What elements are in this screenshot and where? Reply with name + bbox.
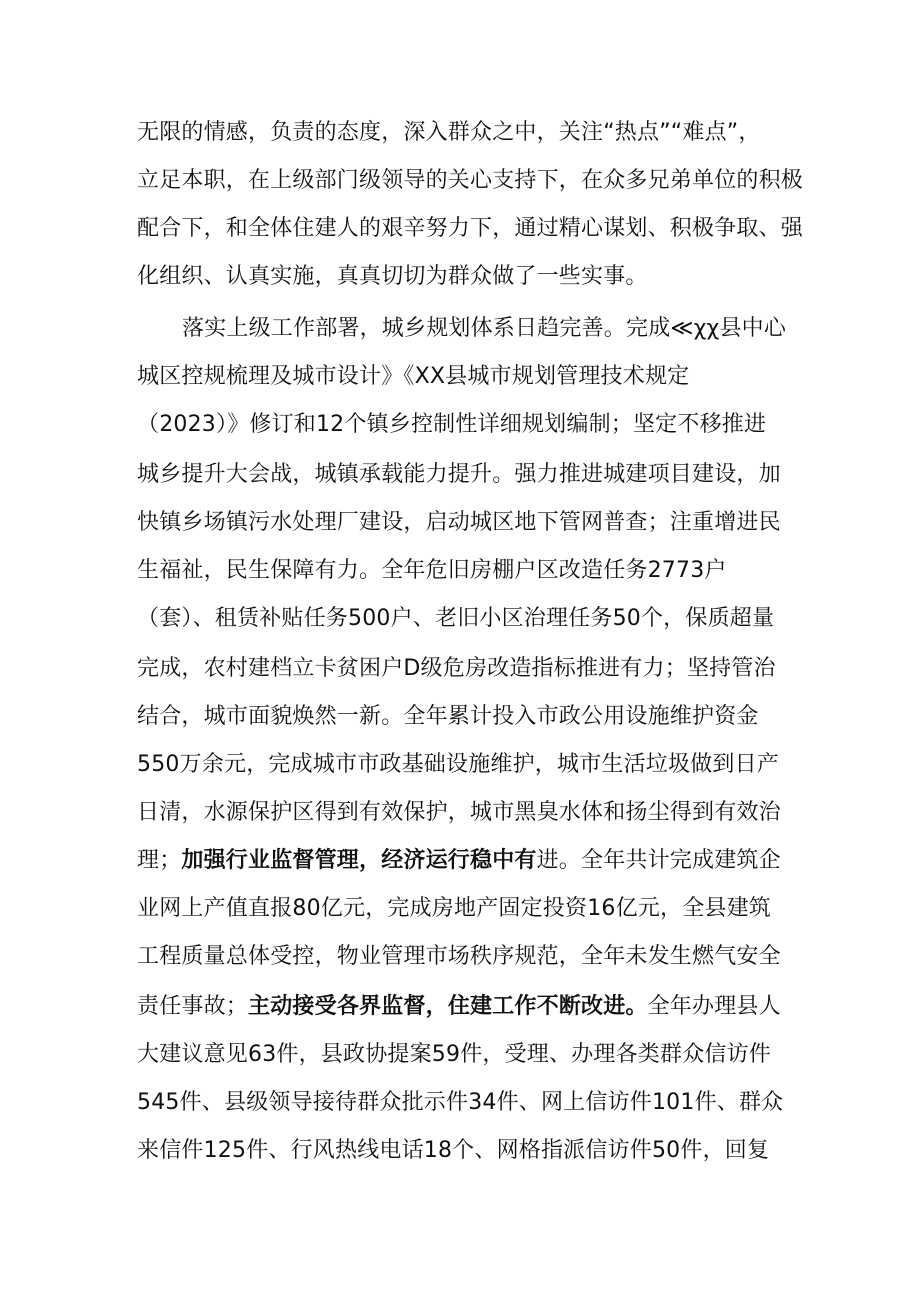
text-line: 日清，水源保护区得到有效保护，城市黑臭水体和扬尘得到有效治 — [137, 800, 781, 825]
text-line: 立足本职，在上级部门级领导的关心支持下，在众多兄弟单位的积极 — [137, 168, 804, 193]
text-line-mixed — [137, 846, 781, 876]
text-line: 城区控规梳理及城市设计》《XX县城市规划管理技术规定 — [137, 364, 690, 389]
text-line: 545件、县级领导接待群众批示件34件、网上信访件101件、群众 — [137, 1090, 784, 1115]
text-line: 工程质量总体受控，物业管理市场秩序规范，全年未发生燃气安全 — [137, 944, 781, 969]
text-line: 大建议意见63件，县政协提案59件，受理、办理各类群众信访件 — [137, 1042, 771, 1067]
text-line: 生福祉，民生保障有力。全年危旧房棚户区改造任务2773户 — [137, 558, 727, 583]
bold-heading-segment: 加强行业监督管理，经济运行稳中有 — [181, 848, 537, 873]
text-line: （2023）》修订和12个镇乡控制性详细规划编制；坚定不移推进 — [137, 412, 767, 437]
bold-heading-segment: 主动接受各界监督，住建工作不断改进。 — [248, 994, 648, 1019]
text-line: 550万余元，完成城市市政基础设施维护，城市生活垃圾做到日产 — [137, 752, 779, 777]
text-line: 结合，城市面貌焕然一新。全年累计投入市政公用设施维护资金 — [137, 704, 759, 729]
text-line: （套）、租赁补贴任务500户、老旧小区治理任务50个，保质超量 — [137, 606, 775, 631]
text-segment: 进。全年共计完成建筑企 — [536, 848, 781, 873]
text-line: 配合下，和全体住建人的艰辛努力下，通过精心谋划、积极争取、强 — [137, 216, 804, 241]
text-line: 无限的情感，负责的态度，深入群众之中，关注“热点”“难点”， — [137, 120, 761, 145]
text-line: 业网上产值直报80亿元，完成房地产固定投资16亿元，全县建筑 — [137, 896, 771, 921]
text-segment: 责任事故； — [137, 994, 249, 1019]
text-segment: 理； — [137, 848, 182, 873]
text-line: 快镇乡场镇污水处理厂建设，启动城区地下管网普查；注重增进民 — [137, 510, 781, 535]
text-segment: 全年办理县人 — [647, 994, 781, 1019]
text-line: 化组织、认真实施，真真切切为群众做了一些实事。 — [137, 264, 648, 289]
text-line: 城乡提升大会战，城镇承载能力提升。强力推进城建项目建设，加 — [137, 462, 781, 487]
text-line: 完成，农村建档立卡贫困户D级危房改造指标推进有力；坚持管治 — [137, 656, 776, 681]
paragraph-first-line: 落实上级工作部署，城乡规划体系日趋完善。完成≪χχ县中心 — [182, 316, 787, 341]
text-line-mixed — [137, 992, 781, 1022]
text-line: 来信件125件、行风热线电话18个、网格指派信访件50件，回复 — [137, 1138, 770, 1163]
